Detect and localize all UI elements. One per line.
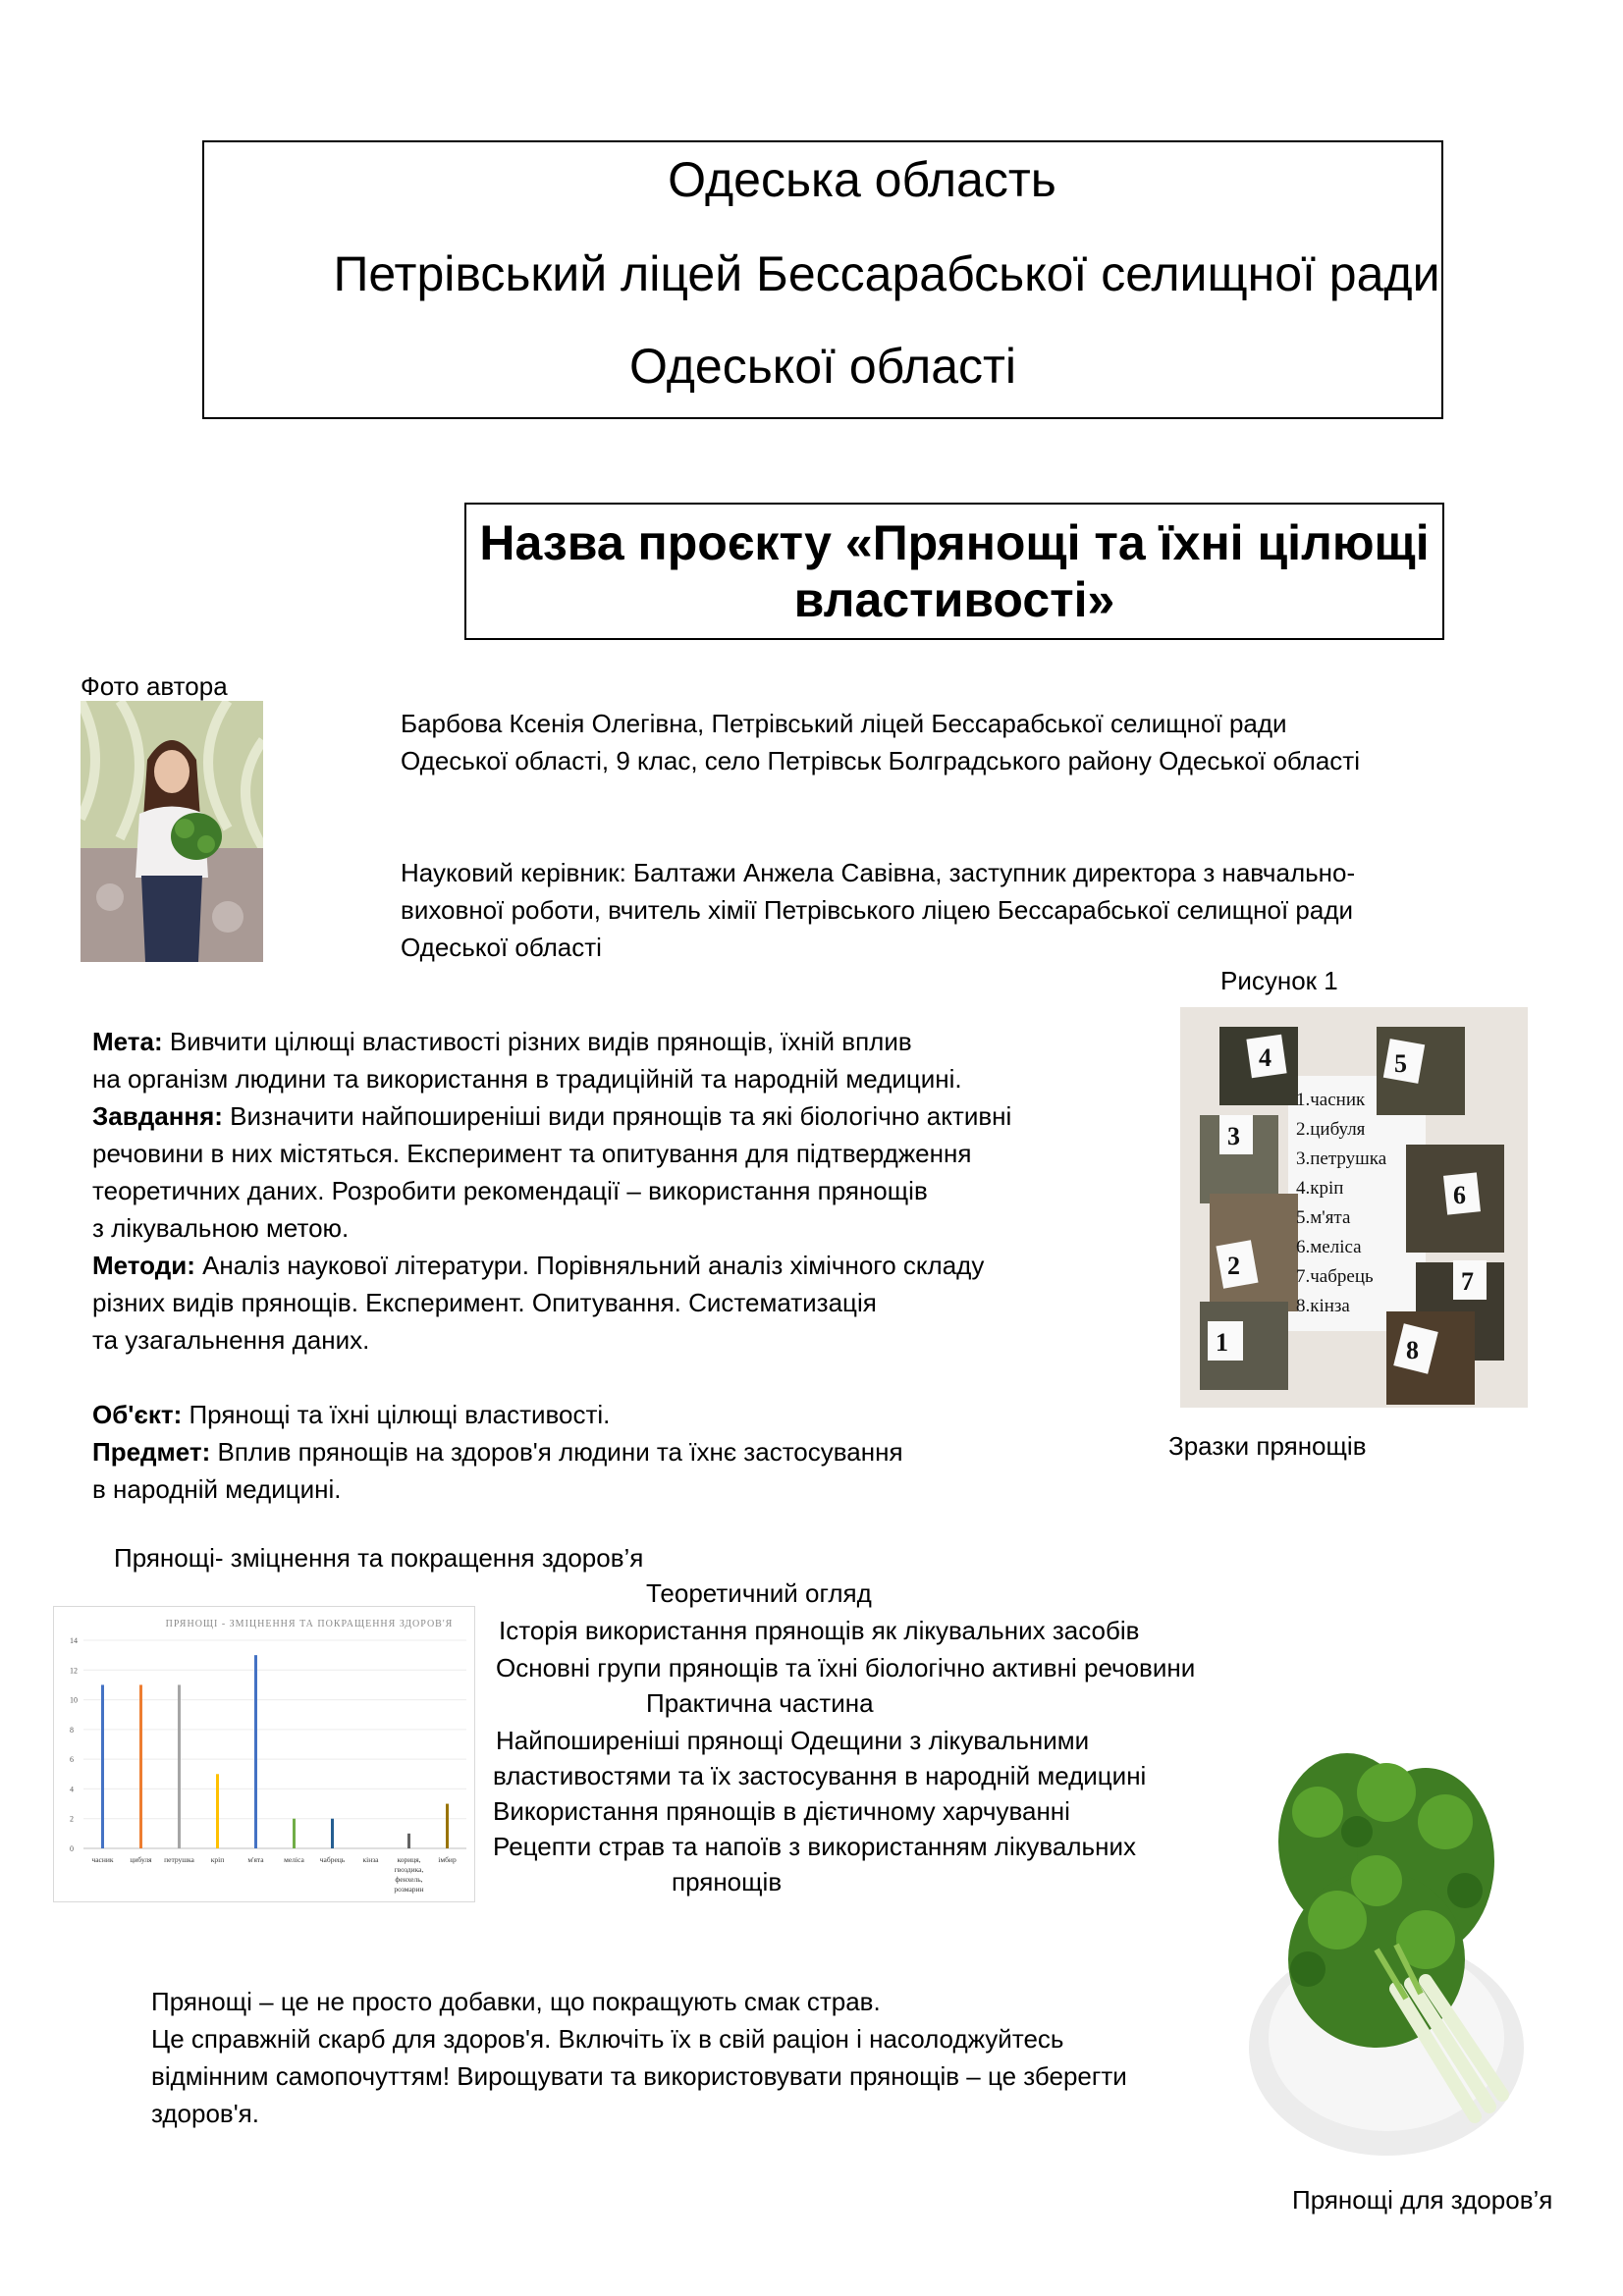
sample-number: 3	[1227, 1122, 1240, 1150]
sample-list-item: 5.м'ята	[1296, 1207, 1351, 1228]
author-photo	[81, 701, 263, 962]
spices-samples-photo	[1180, 1007, 1528, 1408]
outline-practice-heading: Практична частина	[646, 1688, 874, 1718]
header-box	[202, 140, 1443, 419]
chart-y-tick: 2	[70, 1814, 74, 1824]
outline-item: прянощів	[672, 1867, 783, 1896]
outline-item: Історія використання прянощів як лікувальних засобів	[499, 1616, 1140, 1645]
sample-number: 7	[1461, 1267, 1474, 1296]
figure-caption: Зразки прянощів	[1168, 1431, 1367, 1461]
sample-list-item: 6.меліса	[1296, 1237, 1362, 1257]
outline-item: Найпоширеніші прянощі Одещини з лікувальними	[496, 1726, 1090, 1755]
methods-text: різних видів прянощів. Експеримент. Опитування. Систематизація	[92, 1288, 877, 1317]
chart-x-label: цибуля	[130, 1855, 152, 1864]
meta-text: на організм людини та використання в традиційній та народній медицині.	[92, 1064, 962, 1094]
meta-text: Вивчити цілющі властивості різних видів прянощів, їхній вплив	[169, 1027, 912, 1056]
tasks-text: теоретичних даних. Розробити рекомендації – використання прянощів	[92, 1176, 928, 1205]
sample-number: 4	[1259, 1043, 1271, 1072]
sample-list-item: 4.кріп	[1296, 1178, 1344, 1199]
chart-y-tick: 10	[70, 1695, 78, 1705]
sample-list-item: 2.цибуля	[1296, 1119, 1366, 1140]
outline-item: властивостями та їх застосування в народній медицині	[493, 1761, 1147, 1790]
chart-x-label: чабрець	[319, 1855, 346, 1864]
meta-label: Мета:	[92, 1027, 163, 1056]
object-label: Об'єкт:	[92, 1400, 183, 1429]
sample-number: 6	[1453, 1181, 1466, 1209]
conclusion-line: Це справжній скарб для здоров'я. Включіть їх в свій раціон і насолоджуйтесь	[151, 2024, 1064, 2054]
chart-bar	[101, 1684, 104, 1848]
project-title: Назва проєкту «Прянощі та їхні цілющі властивості»	[464, 503, 1444, 640]
chart-x-label: петрушка	[164, 1855, 194, 1864]
outline-theory-heading: Теоретичний огляд	[646, 1578, 872, 1608]
conclusion-line: здоров'я.	[151, 2099, 259, 2128]
bar-chart	[53, 1606, 475, 1902]
chart-x-label: меліса	[284, 1855, 304, 1864]
conclusion-line: Прянощі – це не просто добавки, що покращують смак страв.	[151, 1987, 881, 2016]
sample-number: 5	[1394, 1049, 1407, 1078]
outline-item: Основні групи прянощів та їхні біологічно активні речовини	[496, 1653, 1196, 1682]
chart-bar	[293, 1819, 296, 1848]
methods-text: Аналіз наукової літератури. Порівняльний аналіз хімічного складу	[202, 1251, 985, 1280]
author-info: Барбова Ксенія Олегівна, Петрівський ліцей Бессарабської селищної ради Одеської області, 9 клас, село Петрівськ Болградського району Одеської області	[401, 709, 1360, 775]
chart-x-label: часник	[91, 1855, 114, 1864]
goals-block	[92, 1023, 1172, 1508]
header-oblast: Одеської області	[628, 339, 1017, 394]
chart-x-label: розмарин	[394, 1885, 424, 1894]
methods-label: Методи:	[92, 1251, 195, 1280]
outline-item: Рецепти страв та напоїв з використанням лікувальних	[493, 1832, 1136, 1861]
supervisor-info: Науковий керівник: Балтажи Анжела Савівна, заступник директора з навчально-виховної роботи, вчитель хімії Петрівського ліцею Бессарабської селищної ради Одеської області	[401, 858, 1356, 962]
chart-x-label: кінза	[362, 1855, 379, 1864]
chart-bar	[331, 1819, 334, 1848]
sample-number: 2	[1227, 1252, 1240, 1280]
subject-text: в народній медицині.	[92, 1474, 342, 1504]
chart-x-label: фенхель,	[395, 1875, 423, 1884]
chart-bar	[178, 1684, 181, 1848]
greens-caption: Прянощі для здоров’я	[1292, 2185, 1553, 2215]
chart-bar	[216, 1774, 219, 1848]
chart-x-label: м'ята	[247, 1855, 264, 1864]
chart-x-label: кориця,	[397, 1855, 421, 1864]
conclusion-block	[151, 1983, 1231, 2132]
chart-bar	[254, 1655, 257, 1848]
sample-number: 8	[1406, 1336, 1419, 1364]
chart-y-tick: 8	[70, 1725, 74, 1735]
outline-item: Використання прянощів в дієтичному харчуванні	[493, 1796, 1070, 1826]
header-school: Петрівський ліцей Бессарабської селищної ради	[333, 246, 1440, 301]
photo-caption: Фото автора	[81, 671, 228, 701]
chart-title: ПРЯНОЩІ - ЗМІЦНЕННЯ ТА ПОКРАЩЕННЯ ЗДОРОВ'Я	[165, 1619, 454, 1629]
sample-list-item: 8.кінза	[1296, 1296, 1350, 1316]
chart-y-tick: 6	[70, 1755, 74, 1765]
tasks-text: речовини в них містяться. Експеримент та опитування для підтвердження	[92, 1139, 972, 1168]
object-text: Прянощі та їхні цілющі властивості.	[189, 1400, 611, 1429]
header-region: Одеська область	[668, 152, 1056, 207]
chart-x-label: кріп	[210, 1855, 225, 1864]
chart-bar	[139, 1684, 142, 1848]
chart-bar	[446, 1804, 449, 1848]
chart-y-tick: 14	[70, 1636, 78, 1645]
chart-y-tick: 12	[70, 1666, 78, 1676]
figure-label: Рисунок 1	[1220, 966, 1338, 995]
chart-y-tick: 0	[70, 1844, 74, 1853]
tasks-text: з лікувальною метою.	[92, 1213, 350, 1243]
sample-number: 1	[1216, 1328, 1228, 1357]
conclusion-line: відмінним самопочуттям! Вирощувати та використовувати прянощів – це зберегти	[151, 2061, 1127, 2091]
greens-photo	[1239, 1724, 1534, 2185]
subject-text: Вплив прянощів на здоров'я людини та їхнє застосування	[217, 1437, 903, 1467]
chart-x-label: гвоздика,	[394, 1865, 424, 1874]
tasks-text: Визначити найпоширеніші види прянощів та які біологічно активні	[230, 1101, 1012, 1131]
chart-y-tick: 4	[70, 1785, 74, 1794]
subject-label: Предмет:	[92, 1437, 211, 1467]
chart-bar	[407, 1834, 410, 1848]
chart-x-label: імбир	[438, 1855, 457, 1864]
sample-list-item: 7.чабрець	[1296, 1266, 1374, 1287]
tasks-label: Завдання:	[92, 1101, 223, 1131]
chart-heading: Прянощі- зміцнення та покращення здоров’я	[114, 1543, 644, 1573]
methods-text: та узагальнення даних.	[92, 1325, 370, 1355]
sample-list-item: 3.петрушка	[1296, 1148, 1387, 1169]
sample-list-item: 1.часник	[1296, 1090, 1366, 1110]
